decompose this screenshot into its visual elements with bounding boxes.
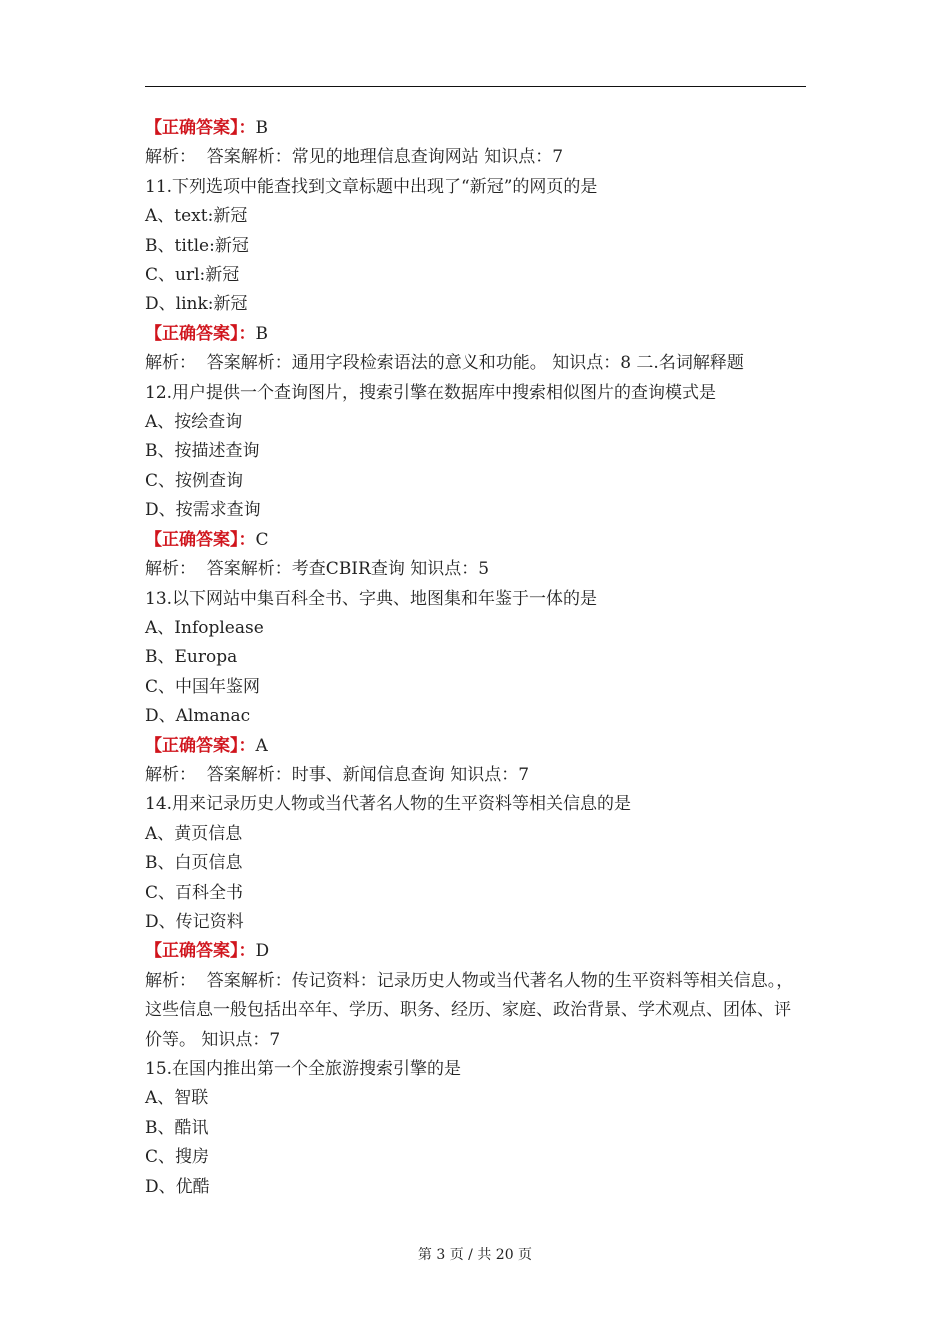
option-d: D、传记资料 (145, 911, 244, 932)
answer-label: 【正确答案】： (145, 941, 256, 962)
option-a: A、text:新冠 (145, 206, 248, 227)
answer-line (145, 320, 806, 349)
document-body (145, 114, 806, 1202)
option-b: B、酷讯 (145, 1117, 209, 1138)
answer-value: D (255, 941, 270, 962)
option-a: A、按绘查询 (145, 412, 243, 433)
analysis-line: 解析： 答案解析：常见的地理信息查询网站 知识点：7 (145, 147, 564, 168)
option-d: D、优酷 (145, 1176, 210, 1197)
answer-line (145, 937, 806, 966)
option-a: A、黄页信息 (145, 823, 243, 844)
answer-line (145, 526, 806, 555)
answer-value: B (255, 118, 268, 138)
option-c: C、中国年鉴网 (145, 676, 261, 697)
option-b: B、白页信息 (145, 853, 243, 874)
option-b: B、Europa (145, 647, 238, 668)
answer-line (145, 732, 806, 761)
answer-line (145, 114, 806, 143)
answer-label: 【正确答案】： (145, 735, 256, 756)
option-d: D、link:新冠 (145, 294, 248, 315)
answer-label: 【正确答案】： (145, 323, 256, 344)
option-b: B、按描述查询 (145, 441, 260, 462)
option-a: A、Infoplease (145, 617, 264, 638)
option-c: C、搜房 (145, 1147, 210, 1168)
option-a: A、智联 (145, 1088, 209, 1109)
analysis-line: 解析： 答案解析：时事、新闻信息查询 知识点：7 (145, 764, 530, 785)
analysis-line: 解析： 答案解析：考查CBIR查询 知识点：5 (145, 559, 490, 580)
question-text: 11.下列选项中能查找到文章标题中出现了“新冠”的网页的是 (145, 176, 598, 197)
option-d: D、按需求查询 (145, 500, 261, 521)
analysis-line: 解析： 答案解析：通用字段检索语法的意义和功能。 知识点：8 二.名词解释题 (145, 353, 744, 374)
answer-value: A (255, 735, 268, 756)
option-d: D、Almanac (145, 706, 251, 727)
question-text: 14.用来记录历史人物或当代著名人物的生平资料等相关信息的是 (145, 794, 632, 815)
question-text: 15.在国内推出第一个全旅游搜索引擎的是 (145, 1059, 462, 1079)
answer-label: 【正确答案】： (145, 118, 256, 138)
question-text: 12.用户提供一个查询图片，搜索引擎在数据库中搜索相似图片的查询模式是 (145, 382, 717, 403)
answer-label: 【正确答案】： (145, 529, 256, 550)
question-text: 13.以下网站中集百科全书、字典、地图集和年鉴于一体的是 (145, 588, 598, 609)
page-footer: 第 3 页 / 共 20 页 (417, 1247, 533, 1263)
header-rule (145, 86, 806, 87)
option-c: C、百科全书 (145, 882, 244, 903)
option-b: B、title:新冠 (145, 235, 249, 256)
answer-value: B (255, 323, 268, 344)
option-c: C、按例查询 (145, 470, 244, 491)
analysis-line: 解析： 答案解析：传记资料：记录历史人物或当代著名人物的生平资料等相关信息。，这些信息一般包括出卒年、学历、职务、经历、家庭、政治背景、学术观点、团体、评价等。 知识点：7 (145, 970, 794, 1050)
answer-value: C (255, 529, 269, 550)
option-c: C、url:新冠 (145, 265, 240, 286)
